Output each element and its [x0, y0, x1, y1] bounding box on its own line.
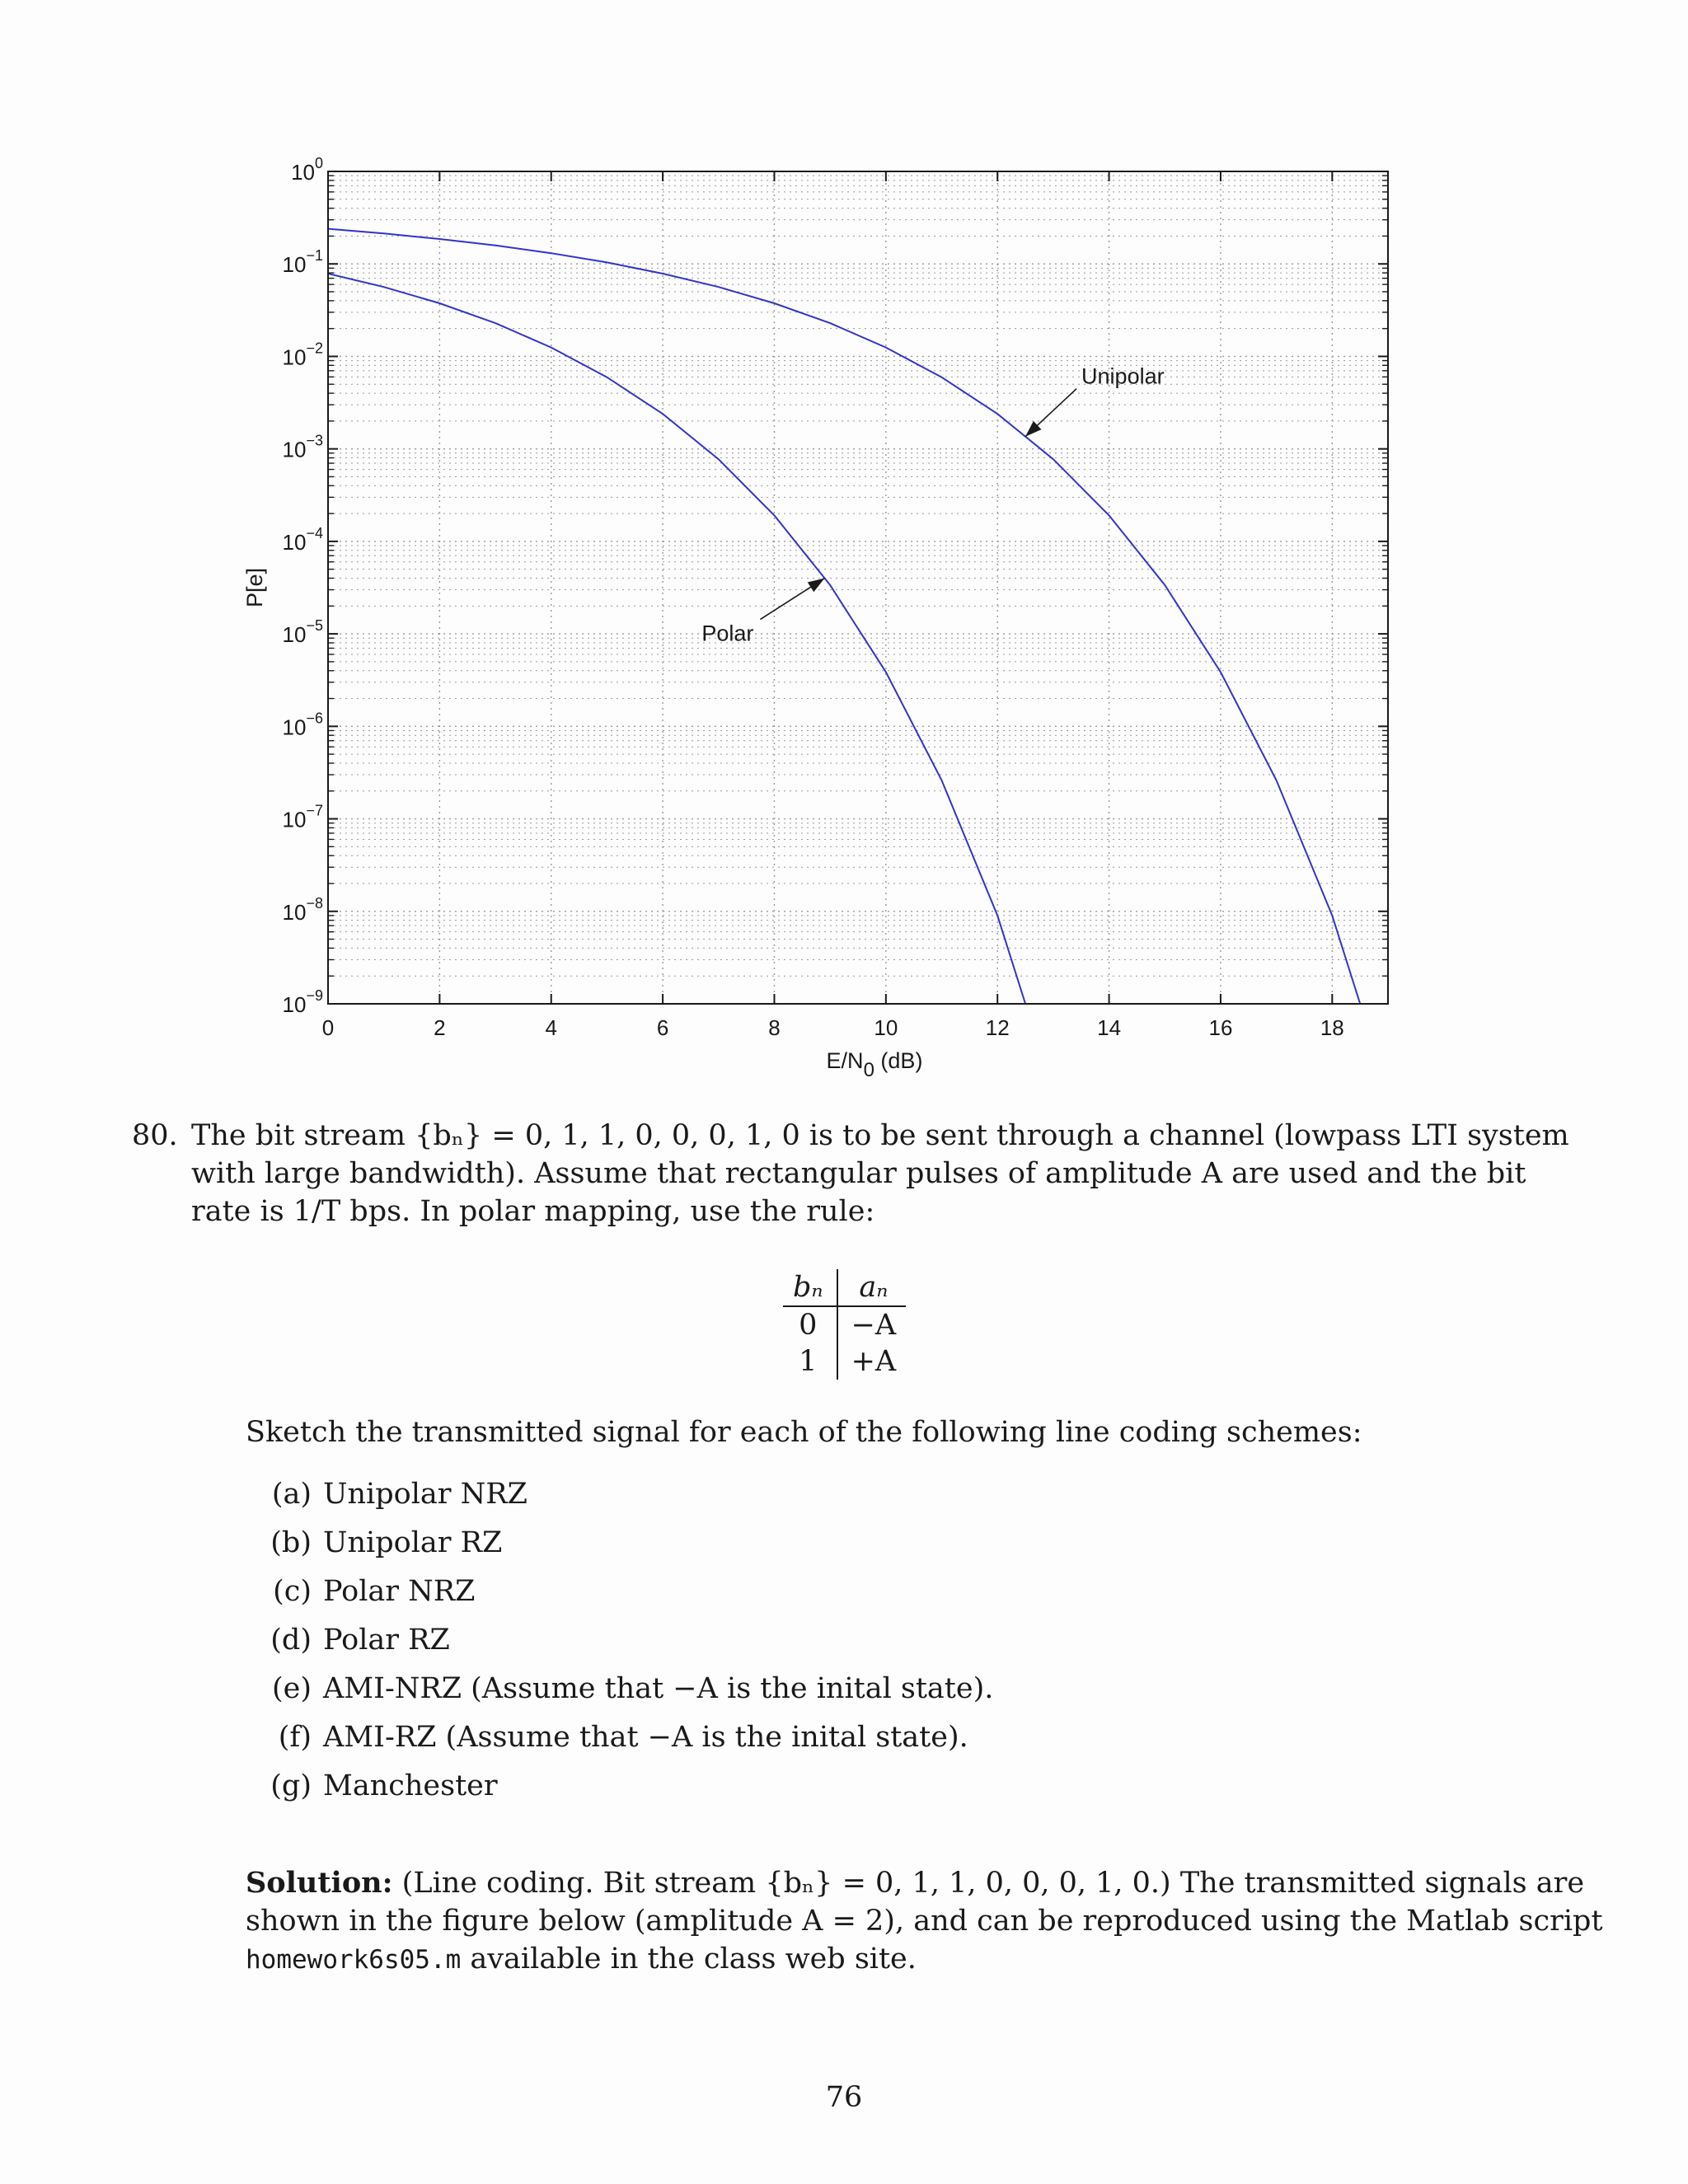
list-item [257, 1767, 993, 1816]
table-header-an: aₙ [837, 1269, 907, 1306]
table-cell: −A [851, 1309, 897, 1342]
y-tick-label: $10^{-5}$ [282, 617, 323, 648]
curves [328, 229, 1360, 1004]
x-tick-label: 8 [768, 1015, 781, 1040]
item-label: (a) [271, 1478, 312, 1511]
curve-annotations [701, 364, 1164, 646]
problem-number: 80. [132, 1119, 178, 1152]
y-tick-label: $10^0$ [291, 155, 323, 185]
item-text: Manchester [323, 1769, 498, 1802]
solution-text: available in the class web site. [461, 1943, 917, 1975]
grid-lines [328, 171, 1388, 1004]
solution-line [246, 1864, 1585, 1902]
x-tick-label: 2 [434, 1015, 446, 1040]
x-tick-label: 12 [985, 1015, 1010, 1040]
y-tick-label: $10^{-7}$ [282, 802, 323, 832]
y-tick-label: $10^{-8}$ [282, 894, 323, 925]
list-item [257, 1524, 993, 1572]
y-tick-label: $10^{-1}$ [282, 247, 323, 278]
table-cell: +A [851, 1345, 897, 1378]
item-label: (f) [278, 1721, 312, 1754]
item-label: (d) [270, 1624, 312, 1657]
table-cell: 0 [783, 1306, 837, 1343]
item-label: (c) [273, 1575, 312, 1608]
annotation-arrow-head [808, 579, 825, 593]
table-header-bn: bₙ [783, 1269, 837, 1306]
solution-line: shown in the figure below (amplitude A = 2), and can be reproduced using the Matlab script [246, 1905, 1603, 1938]
problem-intro-line: The bit stream {bₙ} = 0, 1, 1, 0, 0, 0, 1, 0 is to be sent through a channel (lowpass LTI system [191, 1119, 1569, 1152]
y-tick-label: $10^{-9}$ [282, 987, 323, 1017]
x-tick-label: 0 [321, 1015, 335, 1040]
item-text: Unipolar NRZ [323, 1478, 528, 1511]
list-item [257, 1670, 993, 1718]
solution-paragraph [246, 1864, 1603, 1979]
table-header-row [783, 1269, 906, 1306]
solution-label: Solution: [246, 1866, 393, 1900]
script-filename: homework6s05.m [246, 1945, 462, 1975]
x-tick-label: 18 [1320, 1015, 1344, 1040]
item-label: (b) [270, 1526, 312, 1559]
y-tick-label: $10^{-2}$ [282, 340, 323, 370]
item-text: AMI-NRZ (Assume that −A is the inital state). [323, 1672, 994, 1705]
table-cell: 1 [783, 1343, 837, 1380]
list-item [257, 1475, 993, 1524]
item-text: Polar RZ [323, 1624, 450, 1657]
y-axis-label: P[e] [242, 567, 267, 608]
page-number: 76 [825, 2081, 863, 2114]
axes-frame [328, 171, 1388, 1004]
x-axis-label: E/N0 (dB) [826, 1048, 923, 1081]
x-tick-label: 14 [1097, 1015, 1122, 1040]
item-text: Unipolar RZ [323, 1526, 503, 1559]
table-row [783, 1343, 906, 1380]
series-line-unipolar [328, 229, 1360, 1004]
solution-line [246, 1940, 1465, 1979]
series-line-polar [328, 274, 1025, 1004]
table-row [783, 1306, 906, 1343]
annotation-label-polar: Polar [701, 621, 754, 646]
item-label: (g) [270, 1769, 312, 1802]
problem-intro-line: with large bandwidth). Assume that rectangular pulses of amplitude A are used and the bit [191, 1157, 1526, 1190]
coding-scheme-list [257, 1475, 993, 1816]
item-text: Polar NRZ [323, 1575, 476, 1608]
y-tick-label: $10^{-3}$ [282, 432, 323, 462]
polar-mapping-table [783, 1269, 906, 1380]
item-text: AMI-RZ (Assume that −A is the inital state). [323, 1721, 968, 1754]
x-tick-label: 16 [1208, 1015, 1233, 1040]
sketch-prompt: Sketch the transmitted signal for each of the following line coding schemes: [246, 1416, 1362, 1449]
x-tick-label: 6 [656, 1015, 669, 1040]
y-tick-label: $10^{-6}$ [282, 710, 323, 740]
solution-text: (Line coding. Bit stream {bₙ} = 0, 1, 1, 0, 0, 0, 1, 0.) The transmitted signals are [392, 1867, 1585, 1900]
list-item [257, 1572, 993, 1621]
problem-statement [132, 1117, 1569, 1230]
list-item [257, 1621, 993, 1670]
annotation-label-unipolar: Unipolar [1081, 363, 1165, 389]
x-tick-label: 4 [545, 1015, 557, 1040]
problem-intro-line: rate is 1/T bps. In polar mapping, use the rule: [191, 1195, 875, 1228]
plot-frame [328, 171, 1388, 1004]
y-tick-label: $10^{-4}$ [282, 524, 323, 555]
axis-ticks [328, 171, 1388, 1004]
x-tick-label: 10 [874, 1015, 898, 1040]
item-label: (e) [271, 1672, 312, 1705]
list-item [257, 1718, 993, 1767]
